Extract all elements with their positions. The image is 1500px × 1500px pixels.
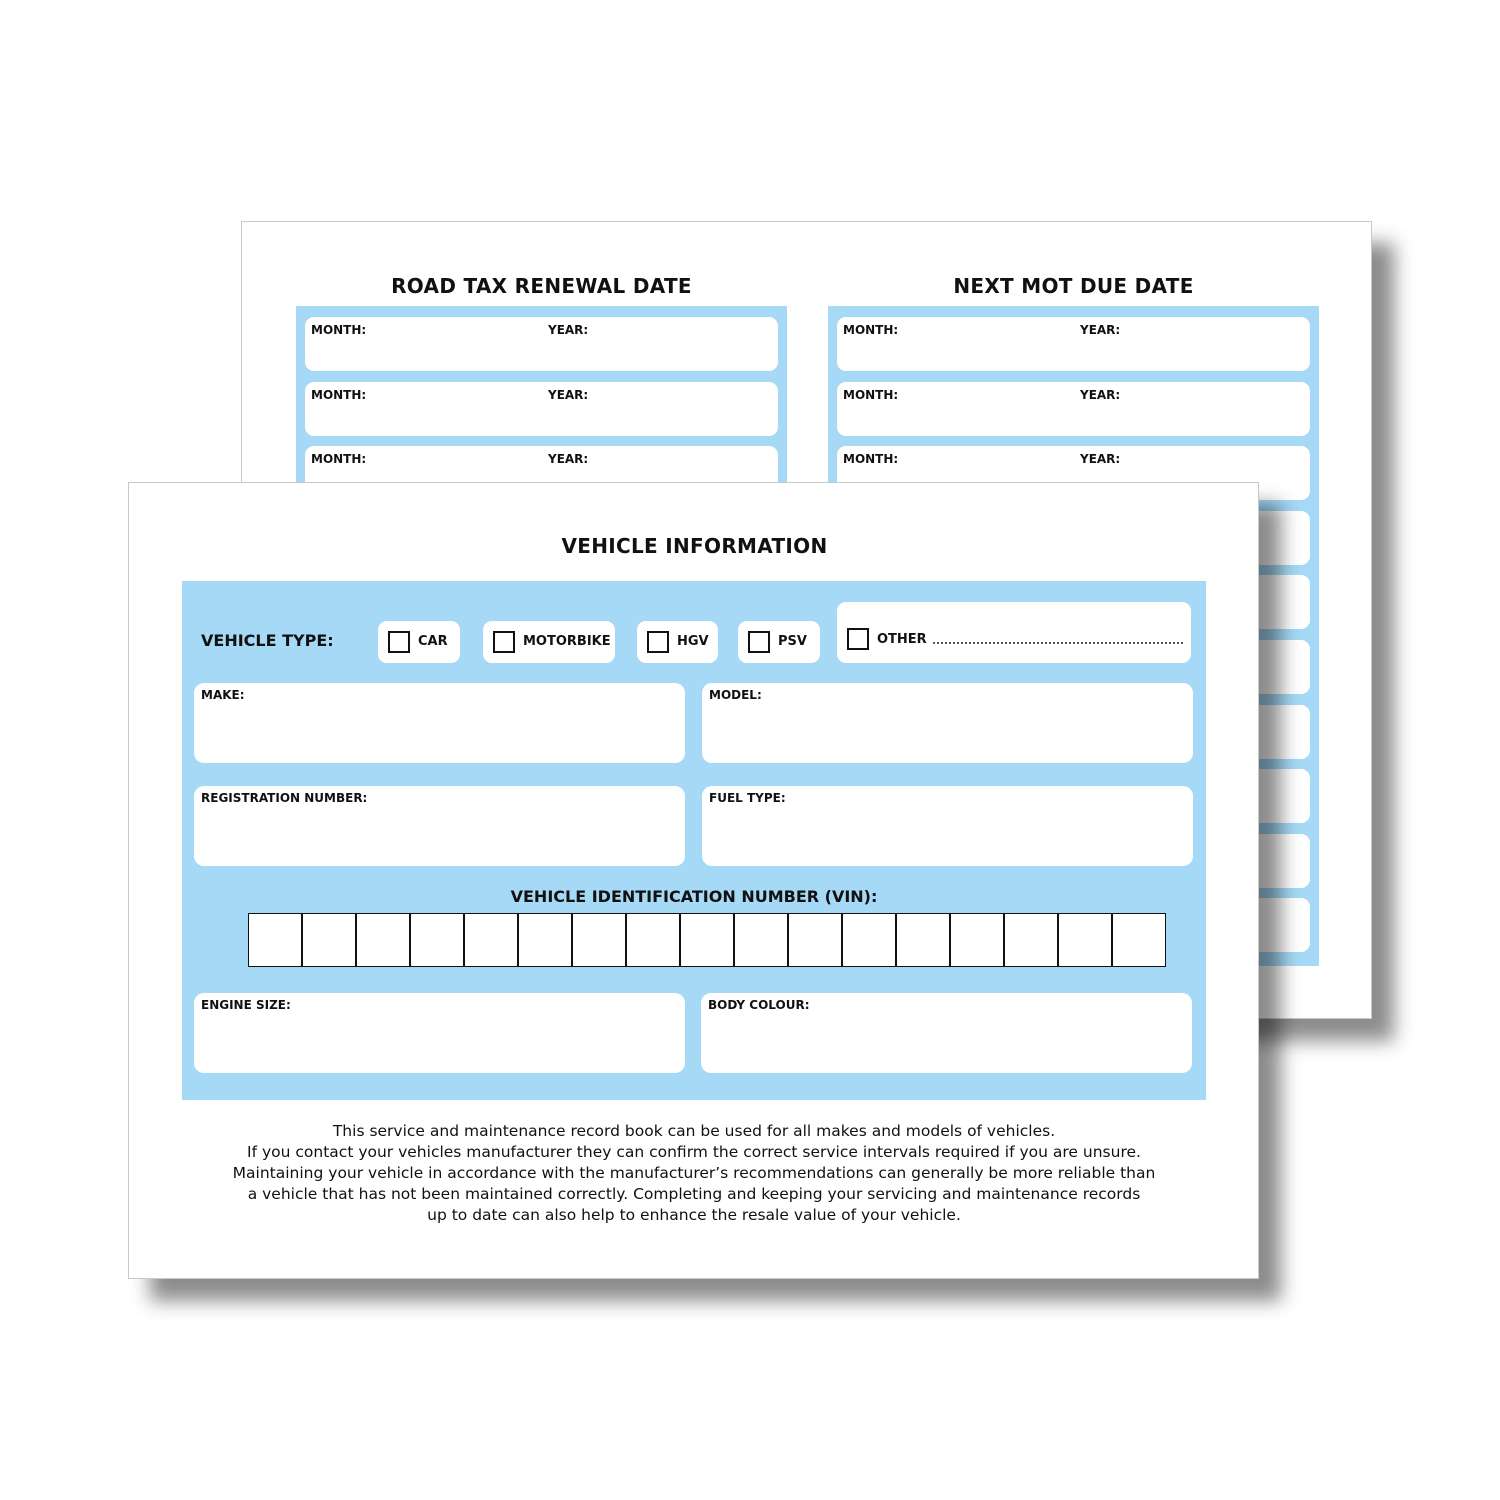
engine-size-field[interactable] [194, 993, 685, 1073]
body-colour-field[interactable] [701, 993, 1192, 1073]
mot-row[interactable] [837, 382, 1310, 436]
engine-size-label: ENGINE SIZE: [201, 998, 291, 1012]
make-field[interactable] [194, 683, 685, 763]
road-tax-row[interactable] [305, 317, 778, 371]
other-write-in-line[interactable] [933, 642, 1183, 644]
year-label: YEAR: [548, 388, 589, 402]
footer-line: up to date can also help to enhance the resale value of your vehicle. [427, 1206, 961, 1224]
month-label: MONTH: [843, 452, 899, 466]
vehicle-type-hgv[interactable] [637, 621, 718, 663]
road-tax-row[interactable] [305, 382, 778, 436]
registration-field[interactable] [194, 786, 685, 866]
footer-line: This service and maintenance record book can be used for all makes and models of vehicles. [332, 1122, 1056, 1140]
vin-cell[interactable] [249, 914, 303, 966]
vehicle-type-psv[interactable] [738, 621, 820, 663]
month-label: MONTH: [311, 323, 367, 337]
vin-label: VEHICLE IDENTIFICATION NUMBER (VIN): [510, 887, 878, 906]
vin-cell[interactable] [303, 914, 357, 966]
fuel-type-label: FUEL TYPE: [709, 791, 786, 805]
vin-cell[interactable] [735, 914, 789, 966]
vehicle-information-title: VEHICLE INFORMATION [561, 534, 828, 558]
fuel-type-field[interactable] [702, 786, 1193, 866]
month-label: MONTH: [843, 323, 899, 337]
vehicle-type-label: VEHICLE TYPE: [201, 631, 334, 650]
vin-cell[interactable] [1113, 914, 1165, 966]
vin-cell[interactable] [519, 914, 573, 966]
mot-title: NEXT MOT DUE DATE [953, 274, 1194, 298]
model-label: MODEL: [709, 688, 762, 702]
year-label: YEAR: [1080, 388, 1121, 402]
vin-cell[interactable] [627, 914, 681, 966]
footer-line: If you contact your vehicles manufacturer they can confirm the correct service intervals required if you are unsure. [247, 1143, 1141, 1161]
vin-grid [248, 913, 1166, 967]
checkbox-psv[interactable] [748, 631, 770, 653]
registration-label: REGISTRATION NUMBER: [201, 791, 368, 805]
option-label: OTHER [877, 632, 927, 647]
vin-cell[interactable] [681, 914, 735, 966]
vehicle-information-panel [182, 581, 1206, 1100]
vehicle-type-motorbike[interactable] [483, 621, 615, 663]
checkbox-other[interactable] [847, 628, 869, 650]
body-colour-label: BODY COLOUR: [708, 998, 810, 1012]
year-label: YEAR: [548, 452, 589, 466]
vin-cell[interactable] [951, 914, 1005, 966]
year-label: YEAR: [548, 323, 589, 337]
checkbox-motorbike[interactable] [493, 631, 515, 653]
month-label: MONTH: [311, 388, 367, 402]
checkbox-hgv[interactable] [647, 631, 669, 653]
year-label: YEAR: [1080, 452, 1121, 466]
footer-line: a vehicle that has not been maintained correctly. Completing and keeping your servicing and maintenance records [247, 1185, 1141, 1203]
month-label: MONTH: [843, 388, 899, 402]
vin-cell[interactable] [1005, 914, 1059, 966]
vehicle-type-other[interactable] [837, 602, 1191, 663]
option-label: MOTORBIKE [523, 634, 611, 649]
vehicle-type-car[interactable] [378, 621, 460, 663]
front-page [128, 482, 1259, 1279]
year-label: YEAR: [1080, 323, 1121, 337]
vin-cell[interactable] [897, 914, 951, 966]
vin-cell[interactable] [843, 914, 897, 966]
model-field[interactable] [702, 683, 1193, 763]
footer-text [189, 1121, 1199, 1226]
vin-cell[interactable] [1059, 914, 1113, 966]
option-label: HGV [677, 634, 709, 649]
vin-cell[interactable] [573, 914, 627, 966]
make-label: MAKE: [201, 688, 245, 702]
checkbox-car[interactable] [388, 631, 410, 653]
footer-line: Maintaining your vehicle in accordance with the manufacturer’s recommendations can generally be more reliable than [232, 1164, 1156, 1182]
road-tax-title: ROAD TAX RENEWAL DATE [391, 274, 692, 298]
vin-cell[interactable] [357, 914, 411, 966]
mot-row[interactable] [837, 317, 1310, 371]
option-label: PSV [778, 634, 807, 649]
vin-cell[interactable] [465, 914, 519, 966]
option-label: CAR [418, 634, 448, 649]
vin-cell[interactable] [411, 914, 465, 966]
month-label: MONTH: [311, 452, 367, 466]
vin-cell[interactable] [789, 914, 843, 966]
